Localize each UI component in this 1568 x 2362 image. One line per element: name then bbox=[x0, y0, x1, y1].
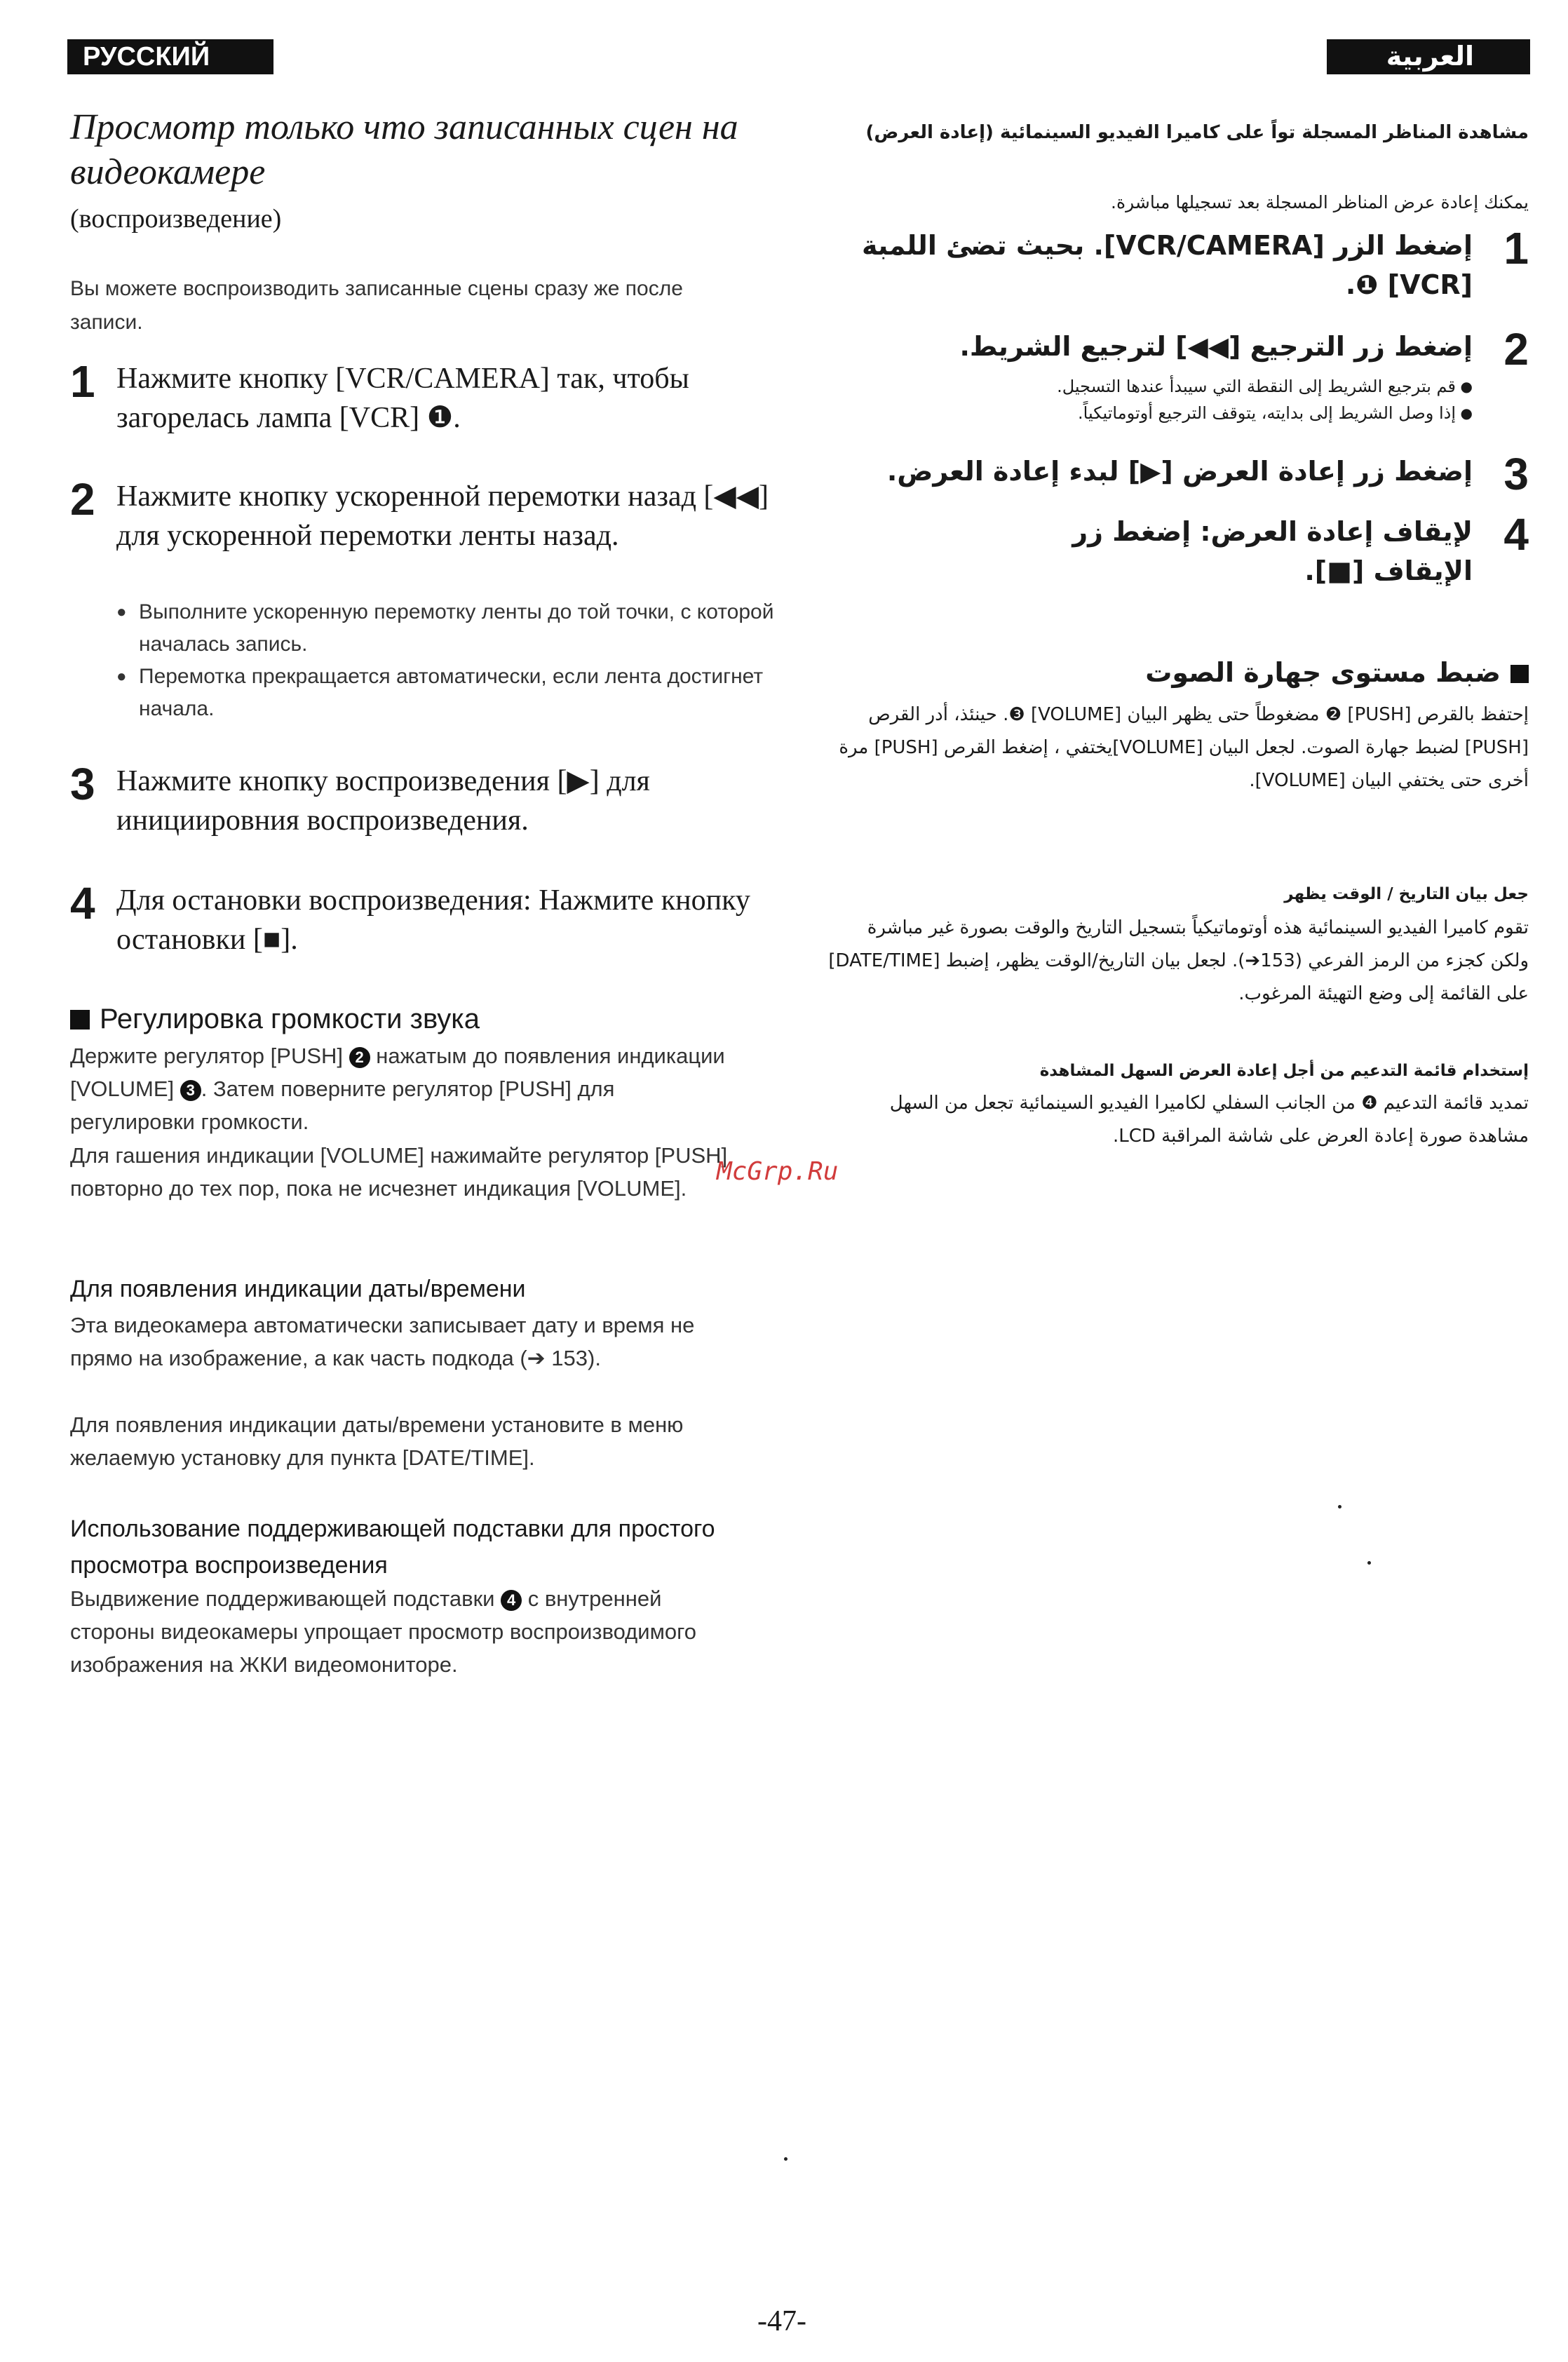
ar-volume-heading-text: ضبط مستوى جهارة الصوت bbox=[1145, 657, 1501, 688]
ar-step-text: لإيقاف إعادة العرض: إضغط زر الإيقاف [■]. bbox=[1072, 516, 1473, 586]
ar-step-text: إضغط الزر [VCR/CAMERA]. بحيث تضئ اللمبة [VCR] ❶. bbox=[862, 230, 1473, 300]
ar-step-number: 4 bbox=[1503, 509, 1529, 560]
ar-step-number: 3 bbox=[1503, 449, 1529, 499]
ar-step-number: 2 bbox=[1503, 324, 1529, 374]
ru-step-text: Нажмите кнопку ускоренной перемотки назад [◀◀] для ускоренной перемотки ленты назад. bbox=[116, 480, 769, 552]
watermark: McGrp.Ru bbox=[717, 1157, 839, 1186]
ru-volume-text-part: Держите регулятор [PUSH] bbox=[70, 1044, 344, 1068]
ar-page-title: مشاهدة المناظر المسجلة تواً على كاميرا الفيديو السينمائية (إعادة العرض) bbox=[865, 122, 1529, 143]
ru-stand-text bbox=[70, 1582, 743, 1681]
ar-step-2-notes bbox=[799, 373, 1473, 426]
ru-stand-heading: Использование поддерживающей подставки для простого просмотра воспроизведения bbox=[70, 1516, 715, 1579]
ru-date-text-1: Эта видеокамера автоматически записывает дату и время не прямо на изображение, а как часть подкода (➔ 153). bbox=[70, 1313, 695, 1370]
ru-stand-text-part: Выдвижение поддерживающей подставки bbox=[70, 1586, 495, 1611]
list-item: ● إذا وصل الشريط إلى بدايته، يتوقف الترجيع أوتوماتيكياً. bbox=[799, 400, 1473, 426]
ru-date-text-2: Для появления индикации даты/времени установите в меню желаемую установку для пункта [DATE/TIME]. bbox=[70, 1412, 684, 1470]
ru-step-text: Нажмите кнопку [VCR/CAMERA] так, чтобы загорелась лампа [VCR] ❶. bbox=[116, 363, 689, 434]
ru-stand-text-part: с внутренней стороны видеокамеры упрощает просмотр воспроизводимого изображения на ЖКИ видеомониторе. bbox=[70, 1586, 697, 1677]
language-tag-arabic: العربية bbox=[1327, 39, 1530, 74]
scan-speck bbox=[1338, 1505, 1341, 1509]
ru-step-2-notes bbox=[116, 596, 818, 725]
ar-date-heading: جعل بيان التاريخ / الوقت يظهر bbox=[1284, 885, 1529, 903]
square-bullet-icon bbox=[1510, 665, 1529, 683]
ar-step-number: 1 bbox=[1503, 223, 1529, 274]
ar-intro-text: يمكنك إعادة عرض المناظر المسجلة بعد تسجيلها مباشرة. bbox=[1111, 192, 1529, 212]
ar-stand-heading: إستخدام قائمة التدعيم من أجل إعادة العرض السهل المشاهدة bbox=[1039, 1062, 1529, 1080]
ar-volume-heading bbox=[827, 655, 1529, 690]
ru-step-number: 2 bbox=[70, 474, 95, 525]
ru-page-title: Просмотр только что записанных сцен на видеокамере bbox=[70, 107, 738, 192]
ru-step-number: 1 bbox=[70, 356, 95, 407]
circled-number-icon: 3 bbox=[180, 1080, 201, 1101]
ar-volume-text: إحتفظ بالقرص [PUSH] ❷ مضغوطاً حتى يظهر البيان [VOLUME] ❸. حينئذ، أدر القرص [PUSH] لضبط جهارة الصوت. لجعل البيان [VOLUME]يختفي ، إضغط القرص [PUSH] مرة أخرى حتى يختفي البيان [VOLUME]. bbox=[839, 704, 1529, 791]
ru-step-number: 3 bbox=[70, 759, 95, 809]
ru-volume-text-part: нажатым до появления индикации [VOLUME] bbox=[70, 1044, 725, 1101]
list-item: ● Перемотка прекращается автоматически, если лента достигнет начала. bbox=[116, 661, 818, 725]
square-bullet-icon bbox=[70, 1010, 90, 1030]
circled-number-icon: 2 bbox=[349, 1047, 370, 1068]
list-item: ● Выполните ускоренную перемотку ленты до той точки, с которой началась запись. bbox=[116, 596, 818, 661]
scan-speck bbox=[784, 2157, 788, 2161]
ru-page-subtitle: (воспроизведение) bbox=[70, 204, 282, 234]
ru-step-text: Нажмите кнопку воспроизведения [▶] для инициировния воспроизведения. bbox=[116, 765, 650, 837]
ru-date-heading: Для появления индикации даты/времени bbox=[70, 1276, 526, 1302]
ru-step-number: 4 bbox=[70, 878, 95, 929]
ru-volume-text-2: Для гашения индикации [VOLUME] нажимайте регулятор [PUSH] повторно до тех пор, пока не исчезнет индикация [VOLUME]. bbox=[70, 1143, 728, 1201]
ru-intro-text: Вы можете воспроизводить записанные сцены сразу же после записи. bbox=[70, 277, 683, 334]
circled-number-icon: 4 bbox=[501, 1590, 522, 1611]
ru-step-text: Для остановки воспроизведения: Нажмите кнопку остановки [■]. bbox=[116, 884, 750, 956]
list-item: ● قم بترجيع الشريط إلى النقطة التي سيبدأ عندها التسجيل. bbox=[799, 373, 1473, 400]
language-tag-russian: РУССКИЙ ЯЗЫК bbox=[67, 39, 273, 74]
ru-volume-text bbox=[70, 1039, 743, 1138]
ar-stand-text: تمديد قائمة التدعيم ❹ من الجانب السفلي لكاميرا الفيديو السينمائية تجعل من السهل مشاهدة صورة إعادة العرض على شاشة المراقبة LCD. bbox=[889, 1093, 1529, 1147]
ar-step-text: إضغط زر الترجيع [◀◀] لترجيع الشريط. bbox=[959, 331, 1473, 362]
page-number: -47- bbox=[757, 2305, 806, 2337]
ru-volume-text-part: . Затем поверните регулятор [PUSH] для регулировки громкости. bbox=[70, 1077, 615, 1134]
ru-volume-heading-text: Регулировка громкости звука bbox=[100, 1004, 480, 1034]
ru-volume-heading bbox=[70, 1001, 480, 1037]
ar-step-text: إضغط زر إعادة العرض [▶] لبدء إعادة العرض. bbox=[886, 456, 1473, 487]
ar-date-text: تقوم كاميرا الفيديو السينمائية هذه أوتوماتيكياً بتسجيل التاريخ والوقت بصورة غير مباشرة ولكن كجزء من الرمز الفرعي (153➔). لجعل بيان التاريخ/الوقت يظهر، إضبط [DATE/TIME] على القائمة إلى وضع التهيئة المرغوب. bbox=[828, 917, 1529, 1004]
scan-speck bbox=[1367, 1561, 1371, 1565]
